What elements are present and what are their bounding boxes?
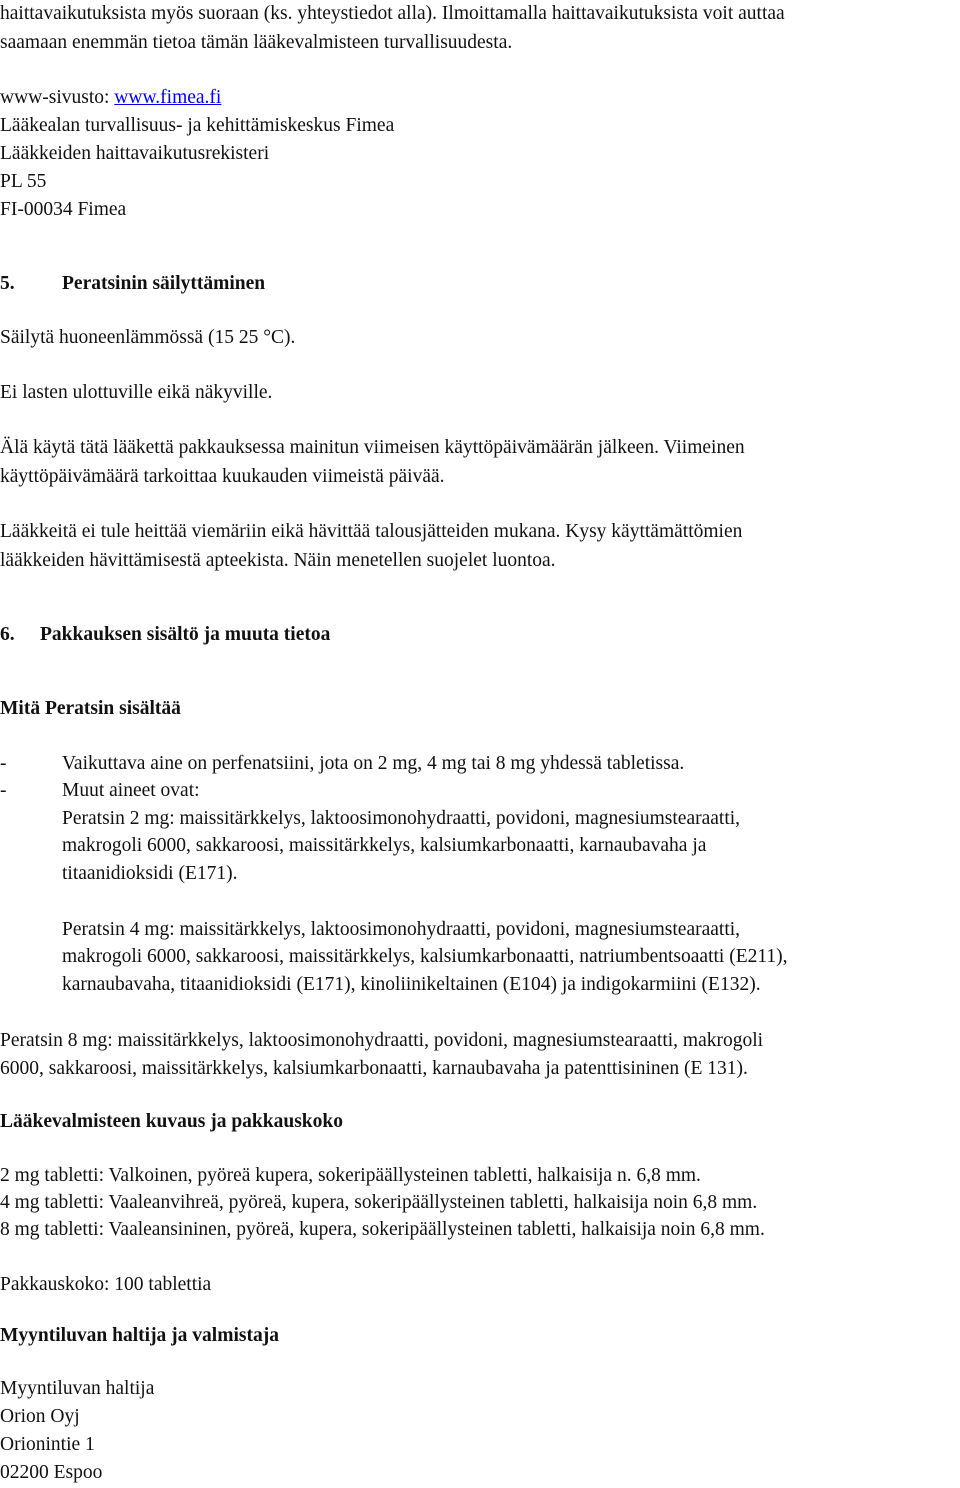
contact-org: Lääkealan turvallisuus- ja kehittämiskeskus Fimea: [0, 115, 395, 136]
contact-registry: Lääkkeiden haittavaikutusrekisteri: [0, 143, 270, 164]
section-5-number: 5.: [0, 273, 15, 294]
holder-city: 02200 Espoo: [0, 1462, 103, 1483]
holder-street: Orionintie 1: [0, 1434, 95, 1455]
storage-disposal-line-1: Lääkkeitä ei tule heittää viemäriin eikä hävittää talousjätteiden mukana. Kysy käyttämättömien: [0, 521, 743, 542]
peratsin-8mg-line-2: 6000, sakkaroosi, maissitärkkelys, kalsiumkarbonaatti, karnaubavaha ja patenttisininen (E 131).: [0, 1058, 748, 1079]
section-5-title: Peratsinin säilyttäminen: [62, 273, 266, 294]
peratsin-2mg-line-1: Peratsin 2 mg: maissitärkkelys, laktoosimonohydraatti, povidoni, magnesiumstearaatti,: [62, 808, 741, 829]
description-2mg: 2 mg tabletti: Valkoinen, pyöreä kupera, sokeripäällysteinen tabletti, halkaisija n. 6,8 mm.: [0, 1165, 701, 1186]
section-5-heading: [0, 270, 265, 298]
other-dash: -: [0, 780, 7, 801]
active-substance: Vaikuttava aine on perfenatsiini, jota on 2 mg, 4 mg tai 8 mg yhdessä tabletissa.: [62, 753, 685, 774]
storage-expiry-line-2: käyttöpäivämäärä tarkoittaa kuukauden viimeistä päivää.: [0, 466, 445, 487]
website-label: www-sivusto:: [0, 87, 115, 108]
intro-line-2: saamaan enemmän tietoa tämän lääkevalmisteen turvallisuudesta.: [0, 32, 513, 53]
contact-pobox: PL 55: [0, 171, 47, 192]
description-heading: Lääkevalmisteen kuvaus ja pakkauskoko: [0, 1111, 343, 1132]
peratsin-2mg-line-3: titaanidioksidi (E171).: [62, 863, 238, 884]
storage-disposal-line-2: lääkkeiden hävittämisestä apteekista. Näin menetellen suojelet luontoa.: [0, 550, 556, 571]
holder-name: Orion Oyj: [0, 1406, 80, 1427]
fimea-link[interactable]: www.fimea.fi: [114, 87, 222, 108]
description-8mg: 8 mg tabletti: Vaaleansininen, pyöreä, kupera, sokeripäällysteinen tabletti, halkaisija noin 6,8 mm.: [0, 1219, 765, 1240]
holder-label: Myyntiluvan haltija: [0, 1378, 155, 1399]
storage-children: Ei lasten ulottuville eikä näkyville.: [0, 382, 273, 403]
intro-line-1: haittavaikutuksista myös suoraan (ks. yhteystiedot alla). Ilmoittamalla haittavaikutuksista voit auttaa: [0, 3, 785, 24]
description-4mg: 4 mg tabletti: Vaaleanvihreä, pyöreä, kupera, sokeripäällysteinen tabletti, halkaisija noin 6,8 mm.: [0, 1192, 758, 1213]
storage-temperature: Säilytä huoneenlämmössä (15 25 °C).: [0, 327, 296, 348]
section-6-heading: [0, 621, 330, 649]
peratsin-4mg-line-2: makrogoli 6000, sakkaroosi, maissitärkkelys, kalsiumkarbonaatti, natriumbentsoaatti (E211),: [62, 946, 788, 967]
website-line: [0, 84, 221, 112]
pack-size: Pakkauskoko: 100 tablettia: [0, 1274, 212, 1295]
peratsin-2mg-line-2: makrogoli 6000, sakkaroosi, maissitärkkelys, kalsiumkarbonaatti, karnaubavaha ja: [62, 835, 707, 856]
other-ingredients-label: Muut aineet ovat:: [62, 780, 200, 801]
section-6-number: 6.: [0, 624, 15, 645]
contact-postal: FI-00034 Fimea: [0, 199, 127, 220]
storage-expiry-line-1: Älä käytä tätä lääkettä pakkauksessa mainitun viimeisen käyttöpäivämäärän jälkeen. Viimeinen: [0, 437, 745, 458]
peratsin-4mg-line-3: karnaubavaha, titaanidioksidi (E171), kinoliinikeltainen (E104) ja indigokarmiini (E132).: [62, 974, 761, 995]
peratsin-8mg-line-1: Peratsin 8 mg: maissitärkkelys, laktoosimonohydraatti, povidoni, magnesiumstearaatti, makrogoli: [0, 1030, 764, 1051]
active-dash: -: [0, 753, 7, 774]
contains-heading: Mitä Peratsin sisältää: [0, 698, 181, 719]
peratsin-4mg-line-1: Peratsin 4 mg: maissitärkkelys, laktoosimonohydraatti, povidoni, magnesiumstearaatti,: [62, 919, 741, 940]
section-6-title: Pakkauksen sisältö ja muuta tietoa: [40, 624, 331, 645]
holder-heading: Myyntiluvan haltija ja valmistaja: [0, 1325, 279, 1346]
